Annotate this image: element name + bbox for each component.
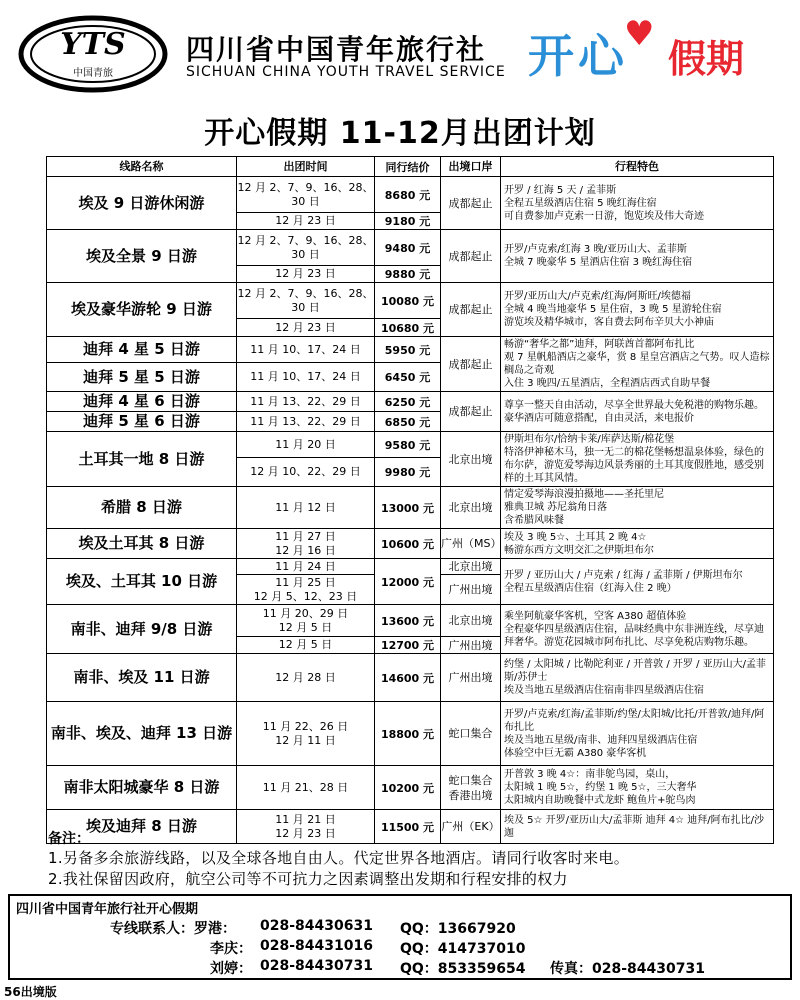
- note-item: 2.我社保留因政府，航空公司等不可抗力之因素调整出发期和行程安排的权力: [48, 870, 568, 888]
- table-row: [47, 605, 774, 637]
- departure-port: 成都起止: [441, 177, 501, 230]
- departure-port: 广州出境: [441, 654, 501, 702]
- contact-phone: 028-84430631: [260, 918, 373, 934]
- departure-port: 广州（MS）: [441, 529, 501, 559]
- departure-date: 11 月 10、17、24 日: [237, 337, 375, 363]
- price: 6850 元: [375, 412, 441, 432]
- brand-logo: [528, 14, 780, 94]
- contact-qq: QQ：853359654: [400, 961, 526, 977]
- notes-section: [48, 828, 788, 890]
- route-name: 埃及、土耳其 10 日游: [47, 559, 237, 605]
- departure-date: 11 月 20 日: [237, 432, 375, 458]
- contact-phone: 028-84430731: [260, 958, 373, 974]
- departure-date: 11 月 25 日 12 月 5、12、23 日: [237, 575, 375, 605]
- price: 12700 元: [375, 637, 441, 654]
- price: 8680 元: [375, 177, 441, 213]
- contact-name: 刘婷：: [210, 961, 252, 977]
- route-name: 迪拜 4 星 5 日游: [47, 337, 237, 363]
- departure-date: 11 月 20、29 日 12 月 5 日: [237, 605, 375, 637]
- col-header-port: 出境口岸: [441, 157, 501, 177]
- departure-date: 11 月 12 日: [237, 487, 375, 529]
- price: 9880 元: [375, 266, 441, 283]
- departure-port: 广州出境: [441, 637, 501, 654]
- features: 约堡 / 太阳城 / 比勒陀利亚 / 开普敦 / 开罗 / 亚历山大/孟菲斯/苏伊士 埃及当地五星级酒店住宿南非四星级酒店住宿: [501, 654, 774, 702]
- page-title: 开心假期 11-12月出团计划: [204, 116, 596, 151]
- route-name: 南非、埃及 11 日游: [47, 654, 237, 702]
- departure-date: 11 月 21 日 12 月 23 日: [237, 810, 375, 844]
- tour-plan-table: [46, 156, 774, 844]
- departure-port: 成都起止: [441, 392, 501, 432]
- note-item: 1.另备多余旅游线路，以及全球各地自由人。代定世界各地酒店。请同行收客时来电。: [48, 849, 630, 867]
- price: 14600 元: [375, 654, 441, 702]
- table-row: [47, 337, 774, 363]
- price: 6250 元: [375, 392, 441, 412]
- price: 9580 元: [375, 432, 441, 458]
- price: 11500 元: [375, 810, 441, 844]
- price: 10200 元: [375, 766, 441, 810]
- departure-date: 12 月 23 日: [237, 213, 375, 230]
- departure-date: 12 月 10、22、29 日: [237, 458, 375, 487]
- table-row: [47, 230, 774, 266]
- contact-qq: QQ：414737010: [400, 941, 526, 957]
- contact-box: [8, 894, 792, 980]
- features: 尊享一整天自由活动，尽享全世界最大免税港的购物乐趣。 豪华酒店可随意搭配，自由灵活，来电报价: [501, 392, 774, 432]
- contact-name: 专线联系人：罗港：: [110, 921, 236, 937]
- route-name: 南非、埃及、迪拜 13 日游: [47, 702, 237, 766]
- price: 9980 元: [375, 458, 441, 487]
- table-row: [47, 529, 774, 559]
- table-row: [47, 177, 774, 213]
- features: 开罗/亚历山大/卢克索/红海/阿斯旺/埃德福 全城 4 晚当地豪华 5 星住宿，3 晚 5 星游轮住宿 游览埃及精华城市，客自费去阿布辛贝大小神庙: [501, 283, 774, 337]
- header: [0, 0, 800, 110]
- route-name: 埃及土耳其 8 日游: [47, 529, 237, 559]
- route-name: 埃及迪拜 8 日游: [47, 810, 237, 844]
- contact-name: 李庆：: [210, 941, 252, 957]
- route-name: 迪拜 4 星 6 日游: [47, 392, 237, 412]
- route-name: 迪拜 5 星 5 日游: [47, 363, 237, 392]
- table-row: [47, 654, 774, 702]
- departure-port: 成都起止: [441, 283, 501, 337]
- table-row: [47, 559, 774, 575]
- features: 开罗 / 红海 5 天 / 孟菲斯 全程五星级酒店住宿 5 晚红海住宿 可自费参加卢克索一日游，饱览埃及伟大奇迹: [501, 177, 774, 230]
- table-row: [47, 702, 774, 766]
- brand-xin: 心: [578, 29, 624, 83]
- departure-date: 12 月 28 日: [237, 654, 375, 702]
- notes-label: 备注：: [48, 831, 90, 847]
- departure-date: 11 月 13、22、29 日: [237, 412, 375, 432]
- features: 乘坐阿航豪华客机，空客 A380 超值体验 全程豪华四星级酒店住宿，品味经典中东非洲连线，尽享迪拜奢华。游览花园城市阿布扎比、尽享免税店购物乐趣。: [501, 605, 774, 654]
- brand-kai: 开: [528, 29, 574, 83]
- contact-phone: 028-84431016: [260, 938, 373, 954]
- contact-qq: QQ：13667920: [400, 921, 516, 937]
- departure-port: 成都起止: [441, 230, 501, 283]
- table-row: [47, 283, 774, 319]
- price: 9480 元: [375, 230, 441, 266]
- route-name: 南非太阳城豪华 8 日游: [47, 766, 237, 810]
- contact-fax: 传真：028-84430731: [550, 961, 705, 977]
- svg-text:YTS: YTS: [60, 27, 126, 62]
- departure-date: 11 月 27 日 12 月 16 日: [237, 529, 375, 559]
- departure-port: 蛇口集合: [441, 702, 501, 766]
- table-header-row: [47, 157, 774, 177]
- table-row: [47, 487, 774, 529]
- price: 10680 元: [375, 319, 441, 337]
- departure-date: 11 月 10、17、24 日: [237, 363, 375, 392]
- departure-date: 12 月 2、7、9、16、28、30 日: [237, 283, 375, 319]
- features: 埃及 3 晚 5☆、土耳其 2 晚 4☆ 畅游东西方文明交汇之伊斯坦布尔: [501, 529, 774, 559]
- departure-date: 12 月 5 日: [237, 637, 375, 654]
- table-row: [47, 392, 774, 412]
- departure-date: 12 月 2、7、9、16、28、30 日: [237, 230, 375, 266]
- heart-icon: ♥: [624, 14, 655, 54]
- route-name: 埃及全景 9 日游: [47, 230, 237, 283]
- route-name: 南非、迪拜 9/8 日游: [47, 605, 237, 654]
- brand-jiaqi: 假期: [668, 37, 745, 81]
- price: 10080 元: [375, 283, 441, 319]
- cyts-logo: [18, 14, 168, 94]
- col-header-features: 行程特色: [501, 157, 774, 177]
- departure-date: 12 月 2、7、9、16、28、30 日: [237, 177, 375, 213]
- route-name: 希腊 8 日游: [47, 487, 237, 529]
- departure-date: 11 月 21、28 日: [237, 766, 375, 810]
- features: 情定爱琴海浪漫拍摄地——圣托里尼 雅典卫城 苏尼翁角日落 含希腊风味餐: [501, 487, 774, 529]
- contact-title: 四川省中国青年旅行社开心假期: [16, 902, 199, 917]
- logo-text: 中国青旅: [73, 68, 113, 79]
- features: 开罗/卢克索/红海/孟菲斯/约堡/太阳城/比托/开普敦/迪拜/阿布扎比 埃及当地五星级/南非、迪拜四星级酒店住宿 体验空中巨无霸 A380 豪华客机: [501, 702, 774, 766]
- route-name: 迪拜 5 星 6 日游: [47, 412, 237, 432]
- edition-label: 56出境版: [4, 985, 57, 999]
- departure-port: 广州（EK）: [441, 810, 501, 844]
- features: 畅游“奢华之都”迪拜，阿联酋首都阿布扎比 观 7 星帆船酒店之豪华，赏 8 星皇宫酒店之气势。叹人造棕榈岛之奇观 入住 3 晚四/五星酒店，全程酒店西式自助早餐: [501, 337, 774, 392]
- departure-date: 11 月 13、22、29 日: [237, 392, 375, 412]
- price: 18800 元: [375, 702, 441, 766]
- price: 12000 元: [375, 559, 441, 605]
- departure-date: 11 月 22、26 日 12 月 11 日: [237, 702, 375, 766]
- features: 开罗/卢克索/红海 3 晚/亚历山大、孟菲斯 全城 7 晚豪华 5 星酒店住宿 3 晚红海住宿: [501, 230, 774, 283]
- departure-port: 成都起止: [441, 337, 501, 392]
- price: 13600 元: [375, 605, 441, 637]
- departure-date: 12 月 23 日: [237, 319, 375, 337]
- departure-date: 11 月 24 日: [237, 559, 375, 575]
- departure-port: 北京出境: [441, 487, 501, 529]
- table-row: [47, 432, 774, 458]
- route-name: 土耳其一地 8 日游: [47, 432, 237, 487]
- price: 9180 元: [375, 213, 441, 230]
- route-name: 埃及豪华游轮 9 日游: [47, 283, 237, 337]
- price: 10600 元: [375, 529, 441, 559]
- agency-name-cn: 四川省中国青年旅行社: [186, 33, 487, 66]
- departure-port: 广州出境: [441, 575, 501, 605]
- features: 开普敦 3 晚 4☆：南非鸵鸟园，桌山， 太阳城 1 晚 5☆，约堡 1 晚 5☆，三大奢华 太阳城内自助晚餐中式龙虾 鲍鱼片+鸵鸟肉: [501, 766, 774, 810]
- features: 埃及 5☆ 开罗/亚历山大/孟菲斯 迪拜 4☆ 迪拜/阿布扎比/沙迦: [501, 810, 774, 844]
- price: 6450 元: [375, 363, 441, 392]
- departure-port: 北京出境: [441, 605, 501, 637]
- table-row: [47, 766, 774, 810]
- agency-name-en: SICHUAN CHINA YOUTH TRAVEL SERVICE: [186, 64, 506, 80]
- price: 5950 元: [375, 337, 441, 363]
- col-header-route: 线路名称: [47, 157, 237, 177]
- price: 13000 元: [375, 487, 441, 529]
- col-header-date: 出团时间: [237, 157, 375, 177]
- departure-date: 12 月 23 日: [237, 266, 375, 283]
- col-header-price: 同行结价: [375, 157, 441, 177]
- features: 伊斯坦布尔/恰纳卡莱/库萨达斯/棉花堡 特洛伊神秘木马，独一无二的棉花堡畅想温泉体验，绿色的布尔萨，游览爱琴海边风景秀丽的土耳其度假胜地，感受别样的土耳其风情。: [501, 432, 774, 487]
- departure-port: 北京出境: [441, 432, 501, 487]
- features: 开罗 / 亚历山大 / 卢克索 / 红海 / 孟菲斯 / 伊斯坦布尔 全程五星级酒店住宿（红海入住 2 晚）: [501, 559, 774, 605]
- departure-port: 北京出境: [441, 559, 501, 575]
- route-name: 埃及 9 日游休闲游: [47, 177, 237, 230]
- departure-port: 蛇口集合 香港出境: [441, 766, 501, 810]
